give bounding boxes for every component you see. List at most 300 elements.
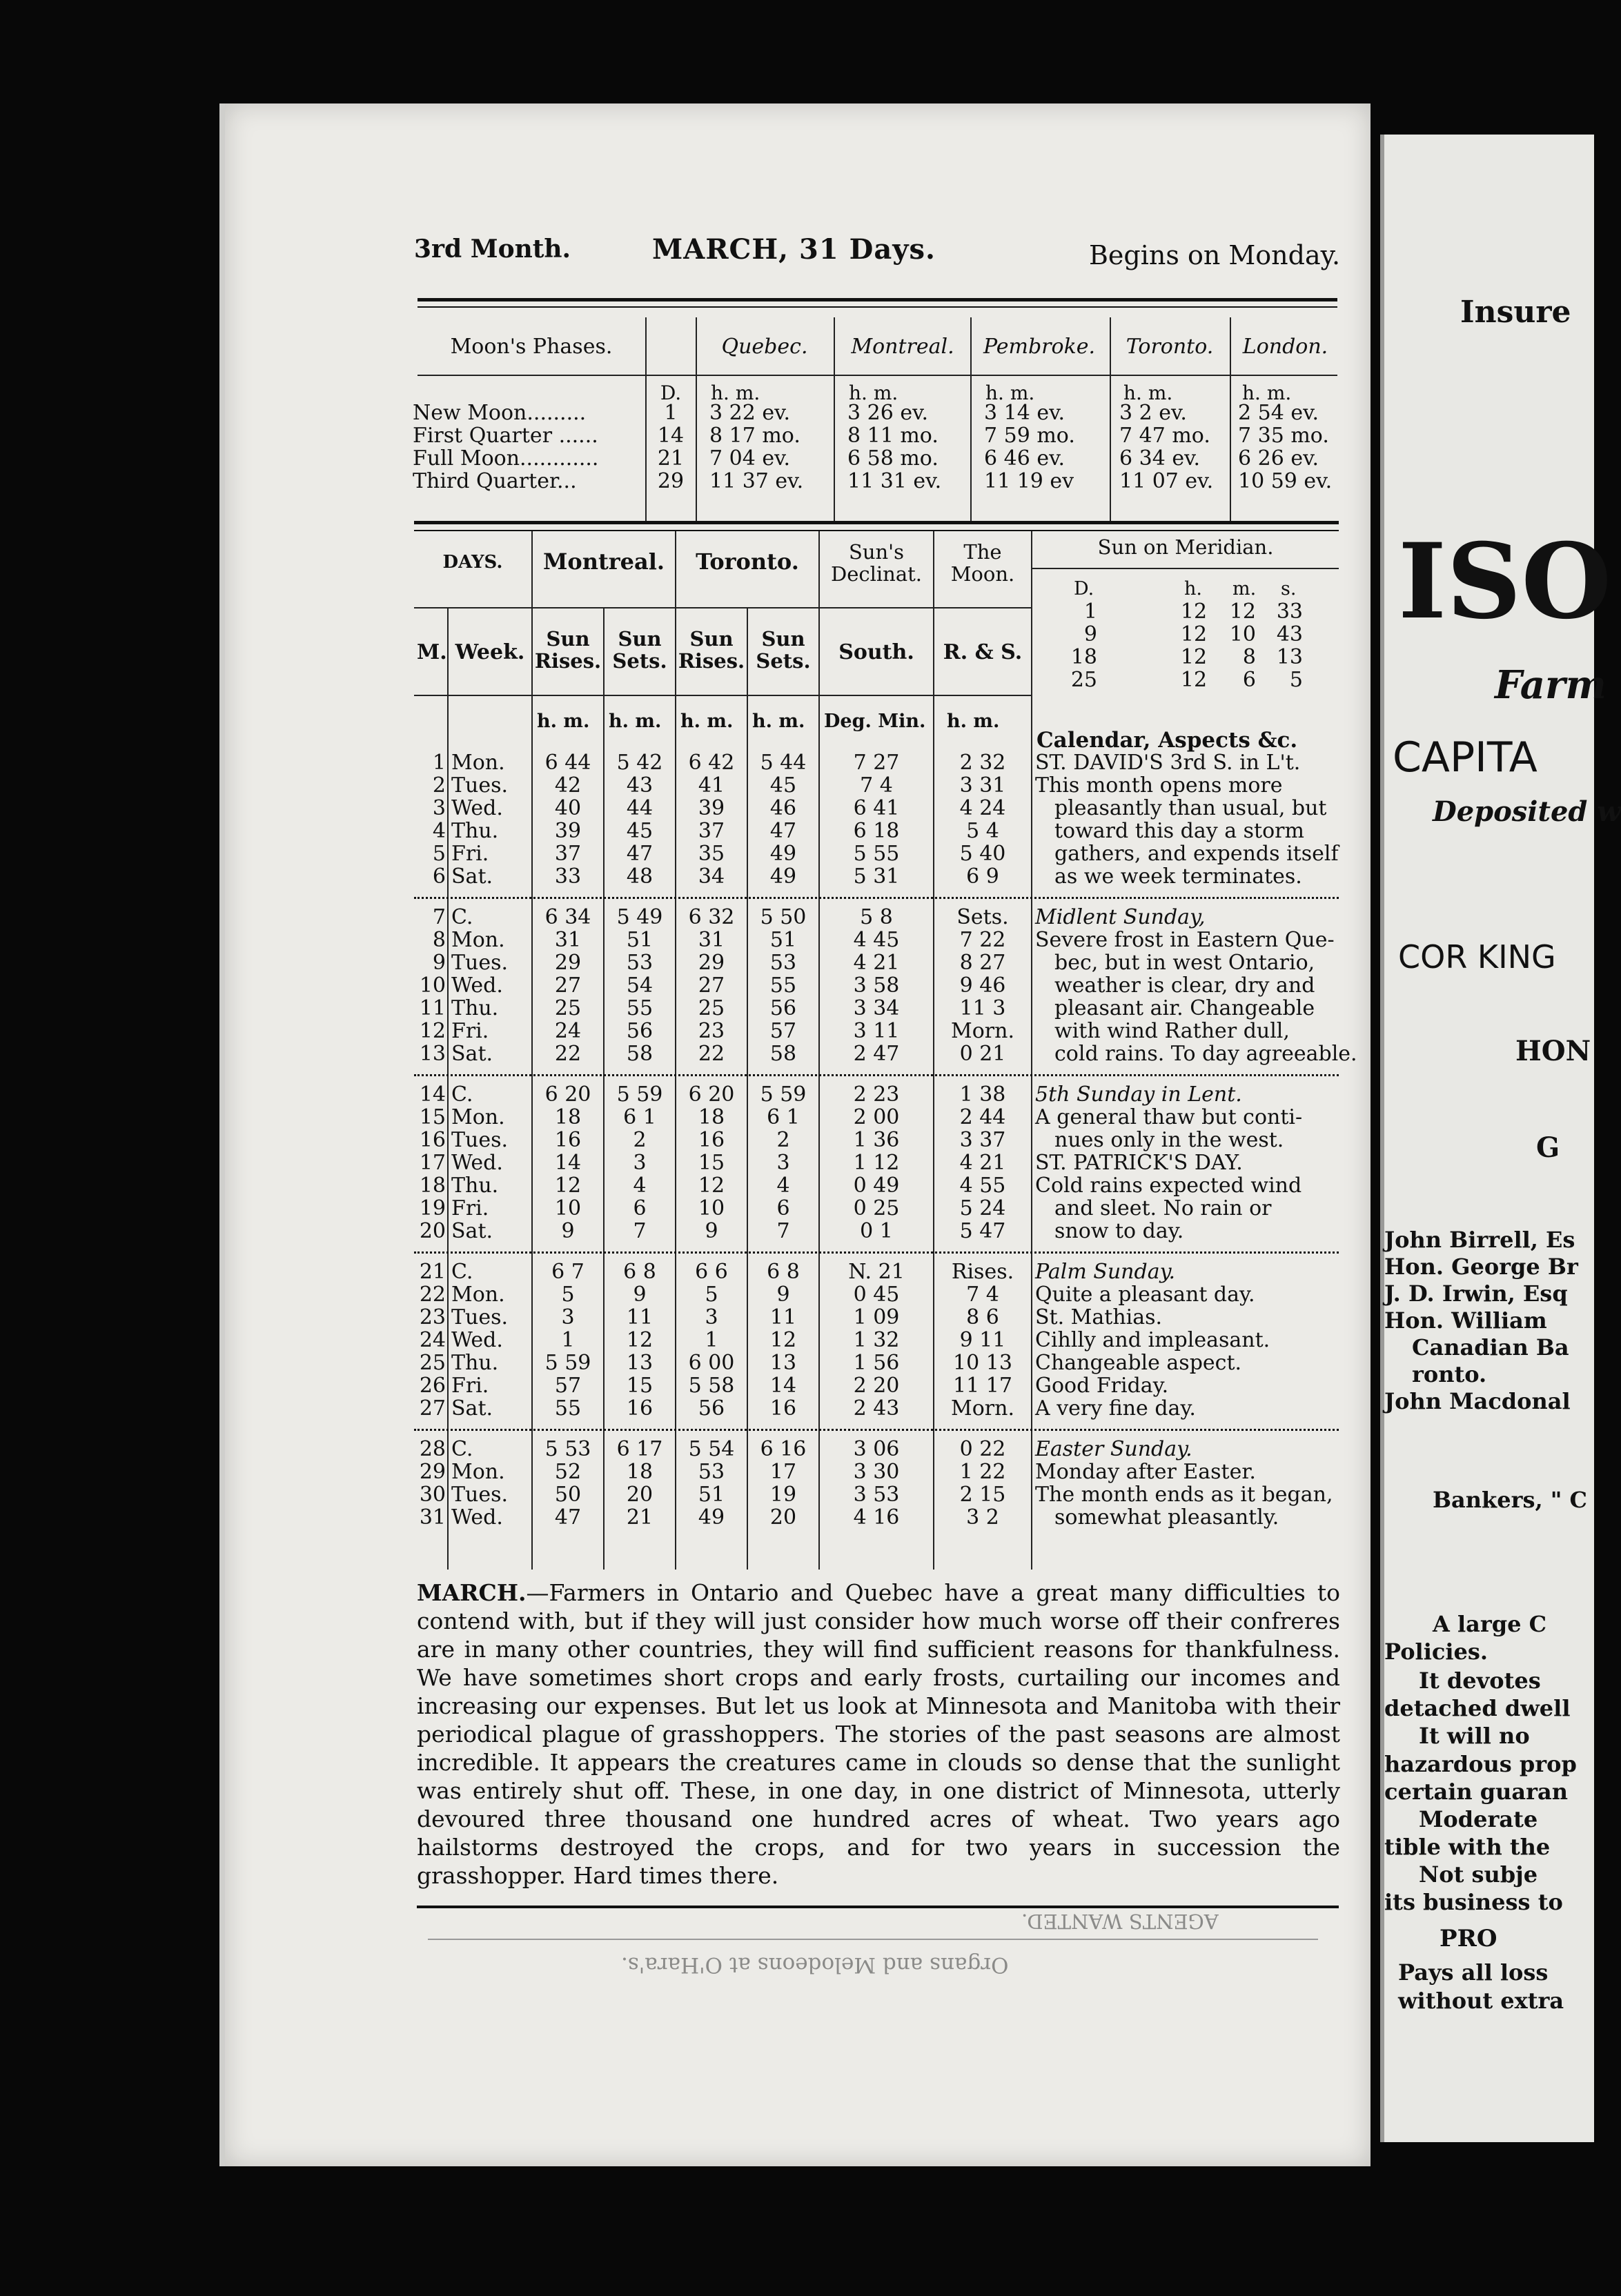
table-cell: 3 37 [959,1128,1006,1152]
rp-line: ISO [1398,521,1612,642]
rp-line: Moderate [1419,1806,1538,1832]
meridian-min: 8 [1242,645,1256,669]
table-cell: Sets. [956,905,1009,929]
table-cell: 0 21 [959,1042,1006,1066]
table-cell: 3 34 [853,996,900,1020]
rp-line: HON [1515,1035,1591,1067]
table-cell: Morn. [951,1396,1014,1421]
calendar-note: weather is clear, dry and [1054,973,1315,998]
table-cell: 50 [554,1483,582,1507]
phase-time: 6 58 mo. [847,446,939,471]
phase-time: 11 07 ev. [1119,469,1214,493]
rp-line: Deposited w [1433,795,1621,828]
calendar-note: Monday after Easter. [1035,1460,1256,1484]
hm-head: h. m. [609,711,662,732]
weekday: Wed. [451,1151,503,1175]
table-cell: 29 [554,951,582,975]
phase-time: 3 14 ev. [984,401,1065,425]
table-cell: 9 46 [959,973,1006,998]
weekday: Fri. [451,842,489,866]
table-cell: 57 [769,1019,797,1043]
day-number: 16 [419,1128,446,1152]
meridian-days [1056,600,1097,691]
table-cell: 20 [769,1505,797,1530]
rp-line: A large C [1433,1611,1547,1637]
table-cell: 2 47 [853,1042,900,1066]
rp-line: ronto. [1412,1361,1487,1387]
table-cell: 3 58 [853,973,900,998]
table-cell: 10 13 [953,1351,1012,1375]
table-cell: 16 [769,1396,797,1421]
table-cell: 53 [769,951,797,975]
table-cell: 41 [698,773,725,798]
table-cell: 25 [698,996,725,1020]
table-cell: 16 [626,1396,654,1421]
table-cell: 6 6 [695,1260,728,1284]
table-cell: 4 21 [959,1151,1006,1175]
sun-rises-head: Sun Rises. [678,627,745,673]
calendar-note: Quite a pleasant day. [1035,1283,1255,1307]
table-cell: 0 1 [860,1219,893,1243]
phase-time: 3 26 ev. [847,401,929,425]
table-cell: 43 [626,773,654,798]
table-cell: 55 [769,973,797,998]
deg-min-head: Deg. Min. [824,711,926,732]
day-number: 20 [419,1219,446,1243]
table-cell: 52 [554,1460,582,1484]
table-cell: 39 [554,819,582,843]
phase-time: 6 26 ev. [1238,446,1319,471]
table-cell: 6 44 [544,751,591,775]
day-number: 26 [419,1374,446,1398]
table-cell: 2 15 [959,1483,1006,1507]
table-cell: 55 [626,996,654,1020]
meridian-sec: 5 [1289,668,1303,692]
rp-line: Insure [1460,295,1571,330]
table-cell: 14 [769,1374,797,1398]
phase-time: 11 19 ev [984,469,1074,493]
day-number: 9 [432,951,446,975]
table-cell: 2 [776,1128,790,1152]
table-cell: 56 [698,1396,725,1421]
weekday: Fri. [451,1019,489,1043]
rp-line: PRO [1440,1925,1497,1952]
table-cell: 51 [626,928,654,952]
table-cell: 6 17 [616,1437,663,1461]
table-cell: 53 [698,1460,725,1484]
table-cell: 22 [698,1042,725,1066]
meridian-min: 10 [1229,622,1256,646]
day-number: 11 [419,996,446,1020]
table-cell: 49 [698,1505,725,1530]
table-cell: 5 58 [688,1374,735,1398]
table-cell: 3 11 [853,1019,900,1043]
table-cell: 3 [561,1305,575,1329]
table-cell: 11 [769,1305,797,1329]
hm-head: h. m. [947,711,1000,732]
meridian-day: 18 [1070,645,1097,669]
table-cell: 9 11 [959,1328,1006,1352]
table-cell: 15 [698,1151,725,1175]
table-cell: 10 [698,1196,725,1220]
phase-time: 11 37 ev. [709,469,804,493]
prose-lead: MARCH. [417,1579,527,1606]
table-cell: 2 32 [959,751,1006,775]
table-cell: 44 [626,796,654,820]
calendar-note: bec, but in west Ontario, [1054,951,1315,975]
table-cell: 8 27 [959,951,1006,975]
phase-time: 7 35 mo. [1238,424,1329,448]
table-cell: 6 8 [767,1260,800,1284]
calendar-note: Cihlly and impleasant. [1035,1328,1270,1352]
rp-line: CAPITA [1393,733,1538,782]
table-cell: 45 [626,819,654,843]
weekday: Mon. [451,1105,505,1129]
phase-time: 7 59 mo. [984,424,1075,448]
meridian-head: Sun on Meridian. [1097,535,1274,559]
weekday: Mon. [451,1283,505,1307]
table-cell: 18 [626,1460,654,1484]
table-cell: 11 17 [953,1374,1012,1398]
table-cell: 6 41 [853,796,900,820]
sun-sets-head: Sun Sets. [612,627,667,673]
table-cell: 6 1 [623,1105,656,1129]
table-cell: Morn. [951,1019,1014,1043]
day-number: 13 [419,1042,446,1066]
table-cell: 4 55 [959,1174,1006,1198]
table-cell: 47 [769,819,797,843]
weekday: Sat. [451,1219,493,1243]
table-cell: 49 [769,864,797,889]
meridian-secs [1264,600,1303,691]
hm-head: h. m. [1242,382,1292,404]
weekday: C. [451,1437,473,1461]
table-cell: 1 32 [853,1328,900,1352]
weekday: Thu. [451,819,499,843]
hm-head: h. m. [849,382,898,404]
table-cell: 8 6 [966,1305,999,1329]
calendar-note: snow to day. [1054,1219,1184,1243]
moon-phases-label: Moon's Phases. [450,335,613,359]
table-cell: 49 [769,842,797,866]
phase-days [649,402,693,493]
table-cell: 46 [769,796,797,820]
calendar-note: pleasant air. Changeable [1054,996,1315,1020]
week-separator [414,897,1339,899]
table-cell: 23 [698,1019,725,1043]
table-cell: 0 22 [959,1437,1006,1461]
meridian-min: 12 [1229,600,1256,624]
weekday: Mon. [451,1460,505,1484]
calendar-note: Severe frost in Eastern Que- [1035,928,1335,952]
pembroke-times [984,402,1075,493]
m-head: M. [417,640,447,664]
rp-line: Hon. George Br [1384,1254,1578,1280]
table-cell: 5 8 [860,905,893,929]
meridian-hour: 12 [1180,645,1208,669]
table-cell: 16 [554,1128,582,1152]
week-separator [414,1429,1339,1431]
table-cell: 6 20 [544,1082,591,1107]
week-separator [414,1251,1339,1254]
phase-time: 6 46 ev. [984,446,1065,471]
calendar-note: cold rains. To day agreeable. [1054,1042,1357,1066]
week-separator [414,1074,1339,1076]
table-cell: 3 06 [853,1437,900,1461]
calendar-note: somewhat pleasantly. [1054,1505,1279,1530]
day-number: 29 [419,1460,446,1484]
table-cell: 5 55 [853,842,900,866]
rp-line: It will no [1419,1723,1530,1749]
table-cell: 15 [626,1374,654,1398]
table-cell: 2 [633,1128,647,1152]
weekday: Sat. [451,1042,493,1066]
calendar-note: Cold rains expected wind [1035,1174,1302,1198]
facing-page [1380,135,1621,2142]
weekday: Thu. [451,996,499,1020]
table-cell: 4 16 [853,1505,900,1530]
calendar-note: nues only in the west. [1054,1128,1284,1152]
meridian-sec: 33 [1276,600,1303,624]
top-rule-thin [417,306,1337,308]
table-cell: 13 [626,1351,654,1375]
table-cell: 7 27 [853,751,900,775]
calendar-note: toward this day a storm [1054,819,1304,843]
meridian-sec: 43 [1276,622,1303,646]
rp-line: Bankers, " C [1433,1487,1588,1513]
top-rule [417,298,1337,301]
rp-line: certain guaran [1384,1779,1569,1805]
day-number: 1 [432,751,446,775]
rp-line: Canadian Ba [1412,1334,1569,1360]
table-cell: 57 [554,1374,582,1398]
table-cell: 5 59 [760,1082,807,1107]
weekday: Fri. [451,1196,489,1220]
week-head: Week. [455,640,525,664]
table-cell: 3 31 [959,773,1006,798]
table-cell: Rises. [951,1260,1014,1284]
day-number: 31 [419,1505,446,1530]
table-cell: 12 [698,1174,725,1198]
table-cell: 4 45 [853,928,900,952]
calendar-note: St. Mathias. [1035,1305,1163,1329]
rp-line: J. D. Irwin, Esq [1384,1280,1568,1307]
day-number: 23 [419,1305,446,1329]
calendar-head: Calendar, Aspects &c. [1037,728,1298,753]
day-number: 8 [432,928,446,952]
table-cell: 24 [554,1019,582,1043]
montreal-head: Montreal. [542,548,665,575]
table-cell: 5 40 [959,842,1006,866]
table-cell: 25 [554,996,582,1020]
table-cell: 1 56 [853,1351,900,1375]
table-cell: 14 [554,1151,582,1175]
table-cell: 55 [554,1396,582,1421]
table-cell: 3 [776,1151,790,1175]
day-number: 12 [419,1019,446,1043]
table-cell: 48 [626,864,654,889]
table-cell: 6 20 [688,1082,735,1107]
day-number: 17 [419,1151,446,1175]
moon-header-rule [417,375,1337,376]
hm-head: h. m. [680,711,734,732]
calendar-note: The month ends as it began, [1035,1483,1333,1507]
table-cell: 6 34 [544,905,591,929]
rp-line: Policies. [1384,1639,1489,1665]
table-cell: 7 4 [860,773,893,798]
hm-head: h. m. [537,711,590,732]
table-cell: 4 24 [959,796,1006,820]
day-number: 4 [432,819,446,843]
weekday: Tues. [451,773,509,798]
table-cell: 6 8 [623,1260,656,1284]
calendar-note: This month opens more [1035,773,1283,798]
begins-on: Begins on Monday. [1089,240,1341,270]
rp-line: Not subje [1419,1861,1538,1888]
days-head: DAYS. [442,552,503,573]
moon-d-head: D. [660,382,682,404]
meridian-hours [1173,600,1215,691]
calendar-note: Easter Sunday. [1035,1437,1192,1461]
meridian-mins [1217,600,1256,691]
table-cell: 40 [554,796,582,820]
rp-line: John Macdonal [1384,1388,1571,1414]
table-cell: 56 [769,996,797,1020]
day-number: 24 [419,1328,446,1352]
rp-line: hazardous prop [1384,1751,1577,1777]
day-number: 15 [419,1105,446,1129]
table-cell: 58 [626,1042,654,1066]
hm-head: h. m. [752,711,805,732]
table-cell: 9 [561,1219,575,1243]
day-number: 21 [419,1260,446,1284]
weekday: C. [451,1260,473,1284]
table-cell: 3 53 [853,1483,900,1507]
table-cell: 37 [554,842,582,866]
day-number: 14 [419,1082,446,1107]
calendar-note: Good Friday. [1035,1374,1169,1398]
phase-time: 3 22 ev. [709,401,791,425]
weekday: Wed. [451,1505,503,1530]
table-cell: 5 31 [853,864,900,889]
day-number: 25 [419,1351,446,1375]
calendar-note: gathers, and expends itself [1054,842,1339,866]
table-cell: 54 [626,973,654,998]
day-number: 10 [419,973,446,998]
toronto-times [1119,402,1213,493]
table-cell: 4 [776,1174,790,1198]
phase-time: 8 17 mo. [709,424,800,448]
weekday: Fri. [451,1374,489,1398]
table-cell: 45 [769,773,797,798]
table-cell: 11 [626,1305,654,1329]
table-cell: 4 21 [853,951,900,975]
meridian-s-head: s. [1281,578,1297,600]
table-cell: 5 59 [544,1351,591,1375]
table-cell: 5 [705,1283,718,1307]
table-cell: 47 [626,842,654,866]
phase-day: 29 [657,469,685,493]
phase-time: 6 34 ev. [1119,446,1201,471]
table-cell: 22 [554,1042,582,1066]
table-cell: 21 [626,1505,654,1530]
phase-time: 2 54 ev. [1238,401,1319,425]
table-cell: 6 32 [688,905,735,929]
table-cell: 10 [554,1196,582,1220]
table-cell: 4 [633,1174,647,1198]
phase-name: New Moon......... [413,401,587,425]
rp-line: Hon. William [1384,1307,1547,1334]
weekday: Thu. [451,1174,499,1198]
calendar-note: 5th Sunday in Lent. [1035,1082,1242,1107]
city-toronto: Toronto. [1126,335,1214,359]
day-number: 27 [419,1396,446,1421]
table-cell: 31 [554,928,582,952]
montreal-times [847,402,941,493]
table-cell: 13 [769,1351,797,1375]
day-number: 28 [419,1437,446,1461]
table-cell: 0 45 [853,1283,900,1307]
weekday: C. [451,905,473,929]
meridian-hour: 12 [1180,668,1208,692]
day-number: 2 [432,773,446,798]
table-cell: 20 [626,1483,654,1507]
calendar-note: Midlent Sunday, [1035,905,1206,929]
table-cell: 53 [626,951,654,975]
table-cell: 3 [633,1151,647,1175]
calendar-note: A general thaw but conti- [1035,1105,1303,1129]
weekday: Tues. [451,1128,509,1152]
city-quebec: Quebec. [721,335,808,359]
weekday: Tues. [451,951,509,975]
table-cell: 1 09 [853,1305,900,1329]
rs-head: R. & S. [943,640,1023,664]
meridian-d-head: D. [1074,578,1094,600]
table-cell: 6 7 [551,1260,584,1284]
calendar-note: and sleet. No rain or [1054,1196,1272,1220]
day-number: 22 [419,1283,446,1307]
weekday: Wed. [451,973,503,998]
calendar-note: A very fine day. [1035,1396,1196,1421]
table-cell: 1 38 [959,1082,1006,1107]
meridian-hour: 12 [1180,622,1208,646]
weekday: Tues. [451,1305,509,1329]
table-cell: 2 23 [853,1082,900,1107]
phase-name: Full Moon............ [413,446,599,471]
rp-line: its business to [1384,1889,1563,1915]
weekday: Sat. [451,1396,493,1421]
sun-rises-head: Sun Rises. [534,627,602,673]
table-cell: 6 1 [767,1105,800,1129]
phase-day: 14 [657,424,685,448]
page-title: MARCH, 31 Days. [652,233,936,266]
rp-line: John Birrell, Es [1384,1227,1575,1253]
table-cell: N. 21 [848,1260,905,1284]
calendar-note: ST. PATRICK'S DAY. [1035,1151,1243,1175]
day-number: 6 [432,864,446,889]
table-cell: 27 [698,973,725,998]
table-cell: 18 [698,1105,725,1129]
day-number: 19 [419,1196,446,1220]
table-cell: 47 [554,1505,582,1530]
table-cell: 6 [776,1196,790,1220]
table-cell: 31 [698,928,725,952]
city-london: London. [1242,335,1328,359]
sun-sets-head: Sun Sets. [756,627,811,673]
toronto-head: Toronto. [696,548,799,575]
table-cell: 2 44 [959,1105,1006,1129]
table-cell: 5 24 [959,1196,1006,1220]
